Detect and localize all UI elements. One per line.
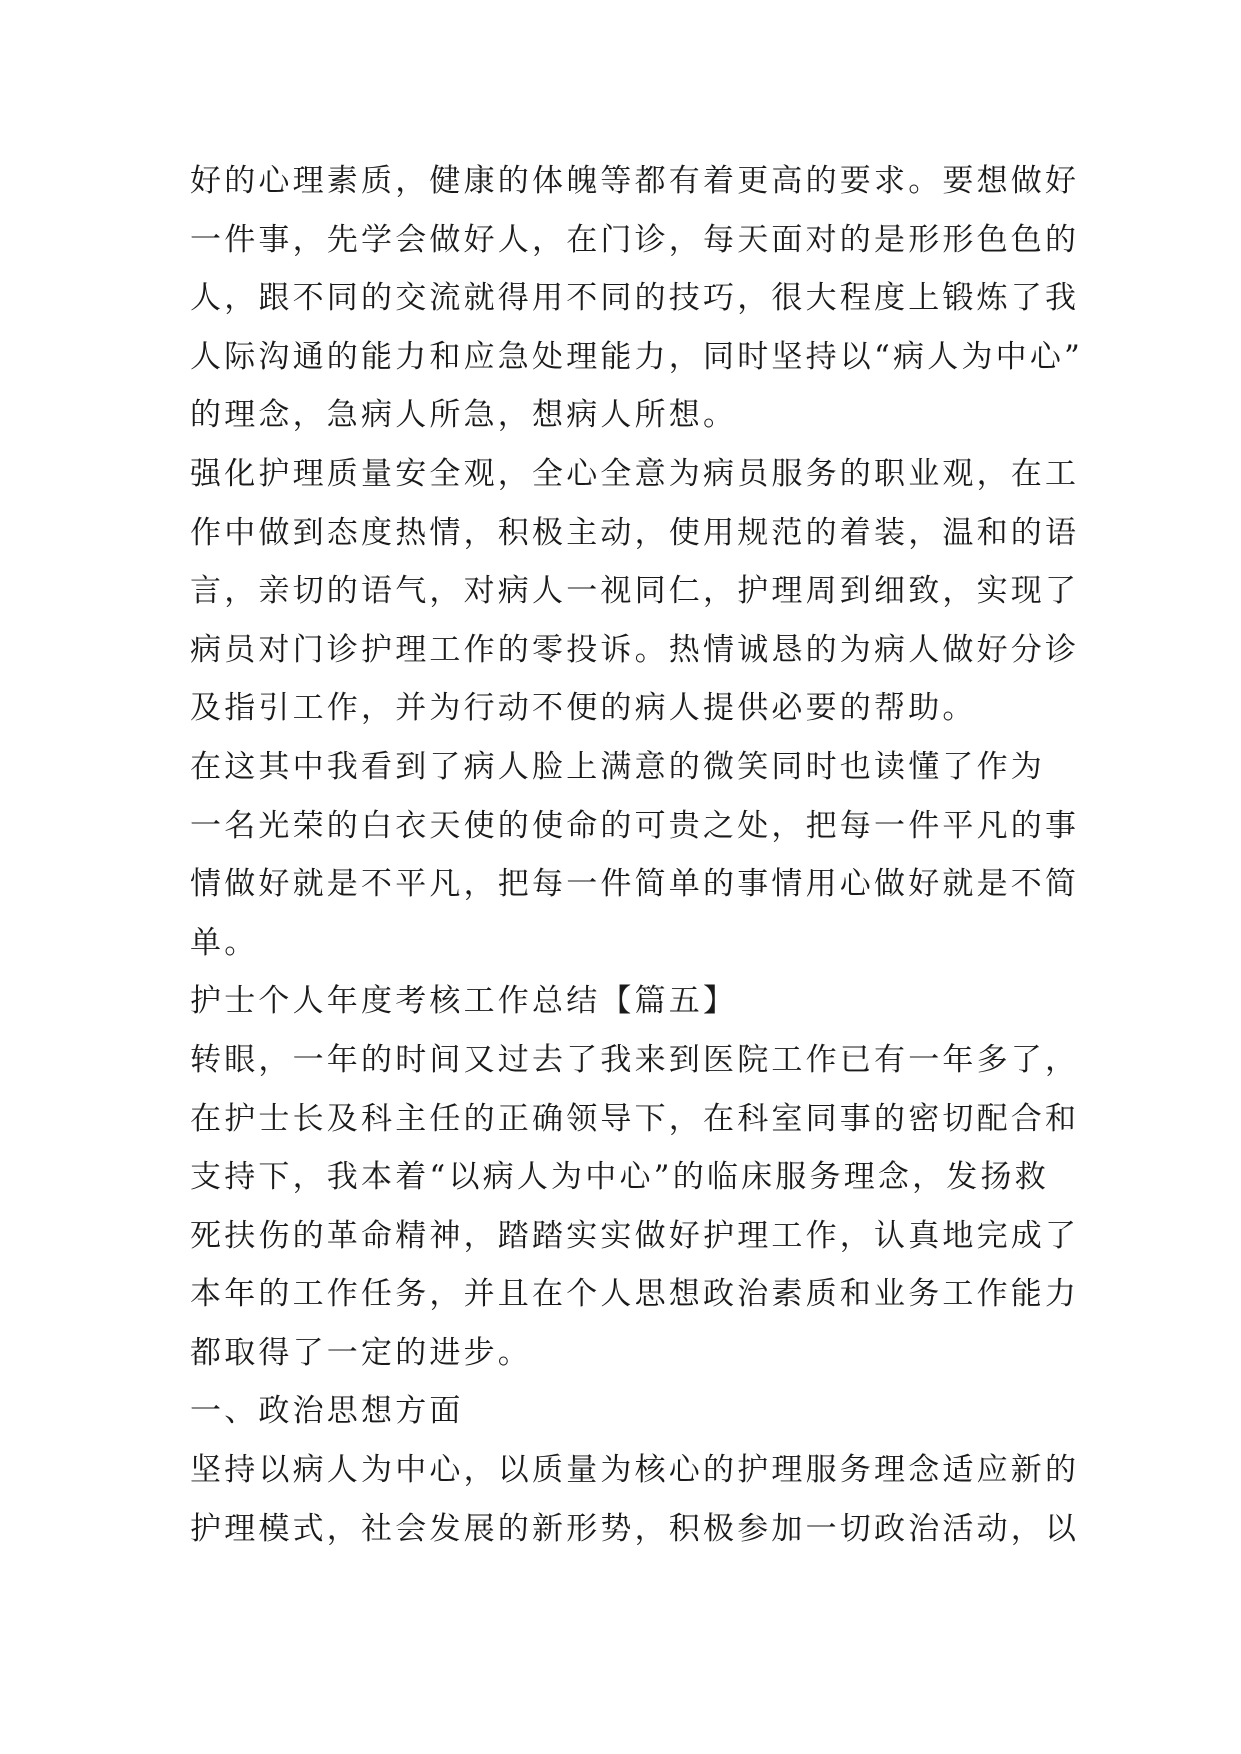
subsection-heading: 一、政治思想方面 [190, 1393, 464, 1430]
text-line: 护理模式，社会发展的新形势，积极参加一切政治活动，以 [190, 1510, 1080, 1547]
text-line: 单。 [190, 924, 259, 961]
text-line: 一件事，先学会做好人，在门诊，每天面对的是形形色色的 [190, 221, 1080, 258]
text-line: 死扶伤的革命精神，踏踏实实做好护理工作，认真地完成了 [190, 1217, 1080, 1254]
text-line: 支持下，我本着“以病人为中心”的临床服务理念，发扬救 [190, 1159, 1049, 1196]
text-line: 言，亲切的语气，对病人一视同仁，护理周到细致，实现了 [190, 573, 1080, 610]
text-line: 的理念，急病人所急，想病人所想。 [190, 397, 738, 434]
text-line: 人际沟通的能力和应急处理能力，同时坚持以“病人为中心” [190, 338, 1084, 375]
text-line: 在这其中我看到了病人脸上满意的微笑同时也读懂了作为 [190, 748, 1045, 785]
text-line: 及指引工作，并为行动不便的病人提供必要的帮助。 [190, 690, 977, 727]
text-line: 一名光荣的白衣天使的使命的可贵之处，把每一件平凡的事 [190, 807, 1080, 844]
section-heading: 护士个人年度考核工作总结【篇五】 [190, 983, 738, 1020]
text-line: 都取得了一定的进步。 [190, 1334, 532, 1371]
text-line: 本年的工作任务，并且在个人思想政治素质和业务工作能力 [190, 1276, 1080, 1313]
text-line: 强化护理质量安全观，全心全意为病员服务的职业观，在工 [190, 455, 1080, 492]
text-line: 情做好就是不平凡，把每一件简单的事情用心做好就是不简 [190, 866, 1080, 903]
text-line: 人，跟不同的交流就得用不同的技巧，很大程度上锻炼了我 [190, 280, 1080, 317]
text-line: 在护士长及科主任的正确领导下，在科室同事的密切配合和 [190, 1100, 1080, 1137]
document-body [190, 152, 1084, 1558]
text-line: 好的心理素质，健康的体魄等都有着更高的要求。要想做好 [190, 163, 1080, 199]
text-line: 作中做到态度热情，积极主动，使用规范的着装，温和的语 [190, 514, 1080, 551]
text-line: 病员对门诊护理工作的零投诉。热情诚恳的为病人做好分诊 [190, 631, 1080, 668]
text-line: 转眼，一年的时间又过去了我来到医院工作已有一年多了， [190, 1041, 1080, 1078]
text-line: 坚持以病人为中心，以质量为核心的护理服务理念适应新的 [190, 1452, 1080, 1489]
